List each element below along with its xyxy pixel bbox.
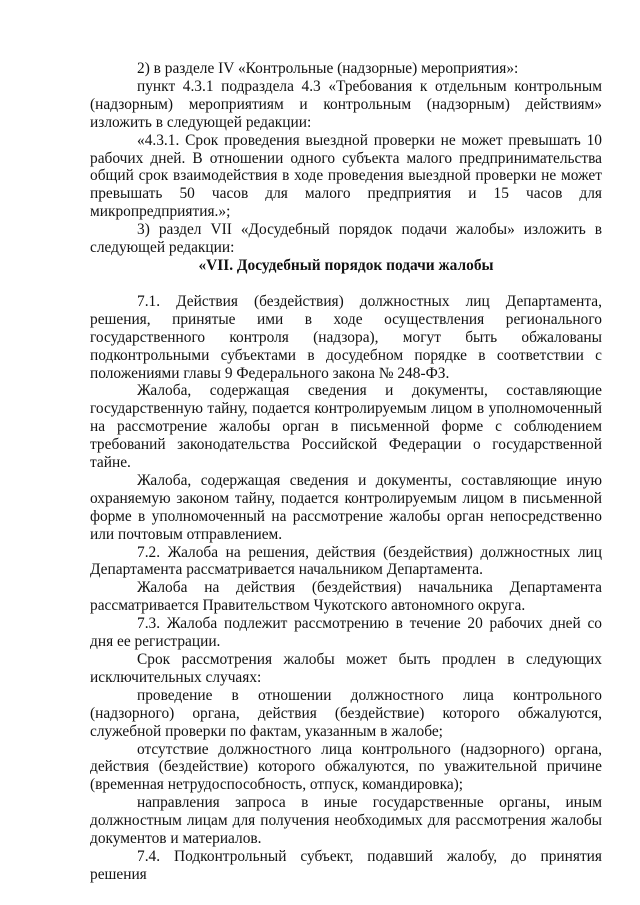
document-page [90,60,602,884]
paragraph-7-3: 7.3. Жалоба подлежит рассмотрению в течение 20 рабочих дней со дня ее регистрации. [90,615,602,651]
paragraph-section-iv-amendment: 2) в разделе IV «Контрольные (надзорные) мероприятия»: [137,60,519,77]
paragraph-7-4: 7.4. Подконтрольный субъект, подавший жалобу, до принятия решения [90,847,602,883]
paragraph-section-vii-intro: 3) раздел VII «Досудебный порядок подачи жалобы» изложить в следующей редакции: [90,221,602,257]
paragraph-clause-4-3-1-text: «4.3.1. Срок проведения выездной проверки не может превышать 10 рабочих дней. В отношении одного субъекта малого предпринимательства общий срок взаимодействия в ходе проведения выездной проверки не может превышать 50 часов для малого предприятия и 15 часов для микропредприятия.»; [90,131,602,221]
paragraph-clause-4-3-1-intro: пункт 4.3.1 подраздела 4.3 «Требования к отдельным контрольным (надзорным) мероприятиям и контрольным (надзорным) действиям» изложить в следующей редакции: [90,77,602,131]
paragraph-case-request: направления запроса в иные государственные органы, иным должностным лицам для получения необходимых для рассмотрения жалобы документов и материалов. [90,794,602,848]
paragraph-case-absence: отсутствие должностного лица контрольного (надзорного) органа, действия (бездействие) которого обжалуются, по уважительной причине (временная нетрудоспособность, отпуск, командировка); [90,740,602,794]
paragraph-case-inspection: проведение в отношении должностного лица контрольного (надзорного) органа, действия (бездействие) которого обжалуются, служебной проверки по фактам, указанным в жалобе; [90,686,602,740]
paragraph-7-2: 7.2. Жалоба на решения, действия (бездействия) должностных лиц Департамента рассматривается начальником Департамента. [90,543,602,579]
paragraph-protected-secret-complaint: Жалоба, содержащая сведения и документы, составляющие иную охраняемую законом тайну, подается контролируемым лицом в письменной форме в уполномоченный на рассмотрение жалобы орган непосредственно или почтовым отправлением. [90,471,602,543]
paragraph-head-complaint: Жалоба на действия (бездействия) начальника Департамента рассматривается Правительством Чукотского автономного округа. [90,579,602,615]
paragraph-extension-cases: Срок рассмотрения жалобы может быть продлен в следующих исключительных случаях: [90,651,602,686]
section-heading: «VII. Досудебный порядок подачи жалобы [198,256,494,274]
paragraph-state-secret-complaint: Жалоба, содержащая сведения и документы, составляющие государственную тайну, подается контролируемым лицом в уполномоченный на рассмотрение жалобы орган в письменной форме с соблюдением требований законодательства Российской Федерации о государственной тайне. [90,382,602,472]
paragraph-7-1: 7.1. Действия (бездействия) должностных лиц Департамента, решения, принятые ими в ходе осуществления регионального государственного контроля (надзора), могут быть обжалованы подконтрольными субъектами в досудебном порядке в соответствии с положениями главы 9 Федерального закона № 248-ФЗ. [90,292,602,382]
